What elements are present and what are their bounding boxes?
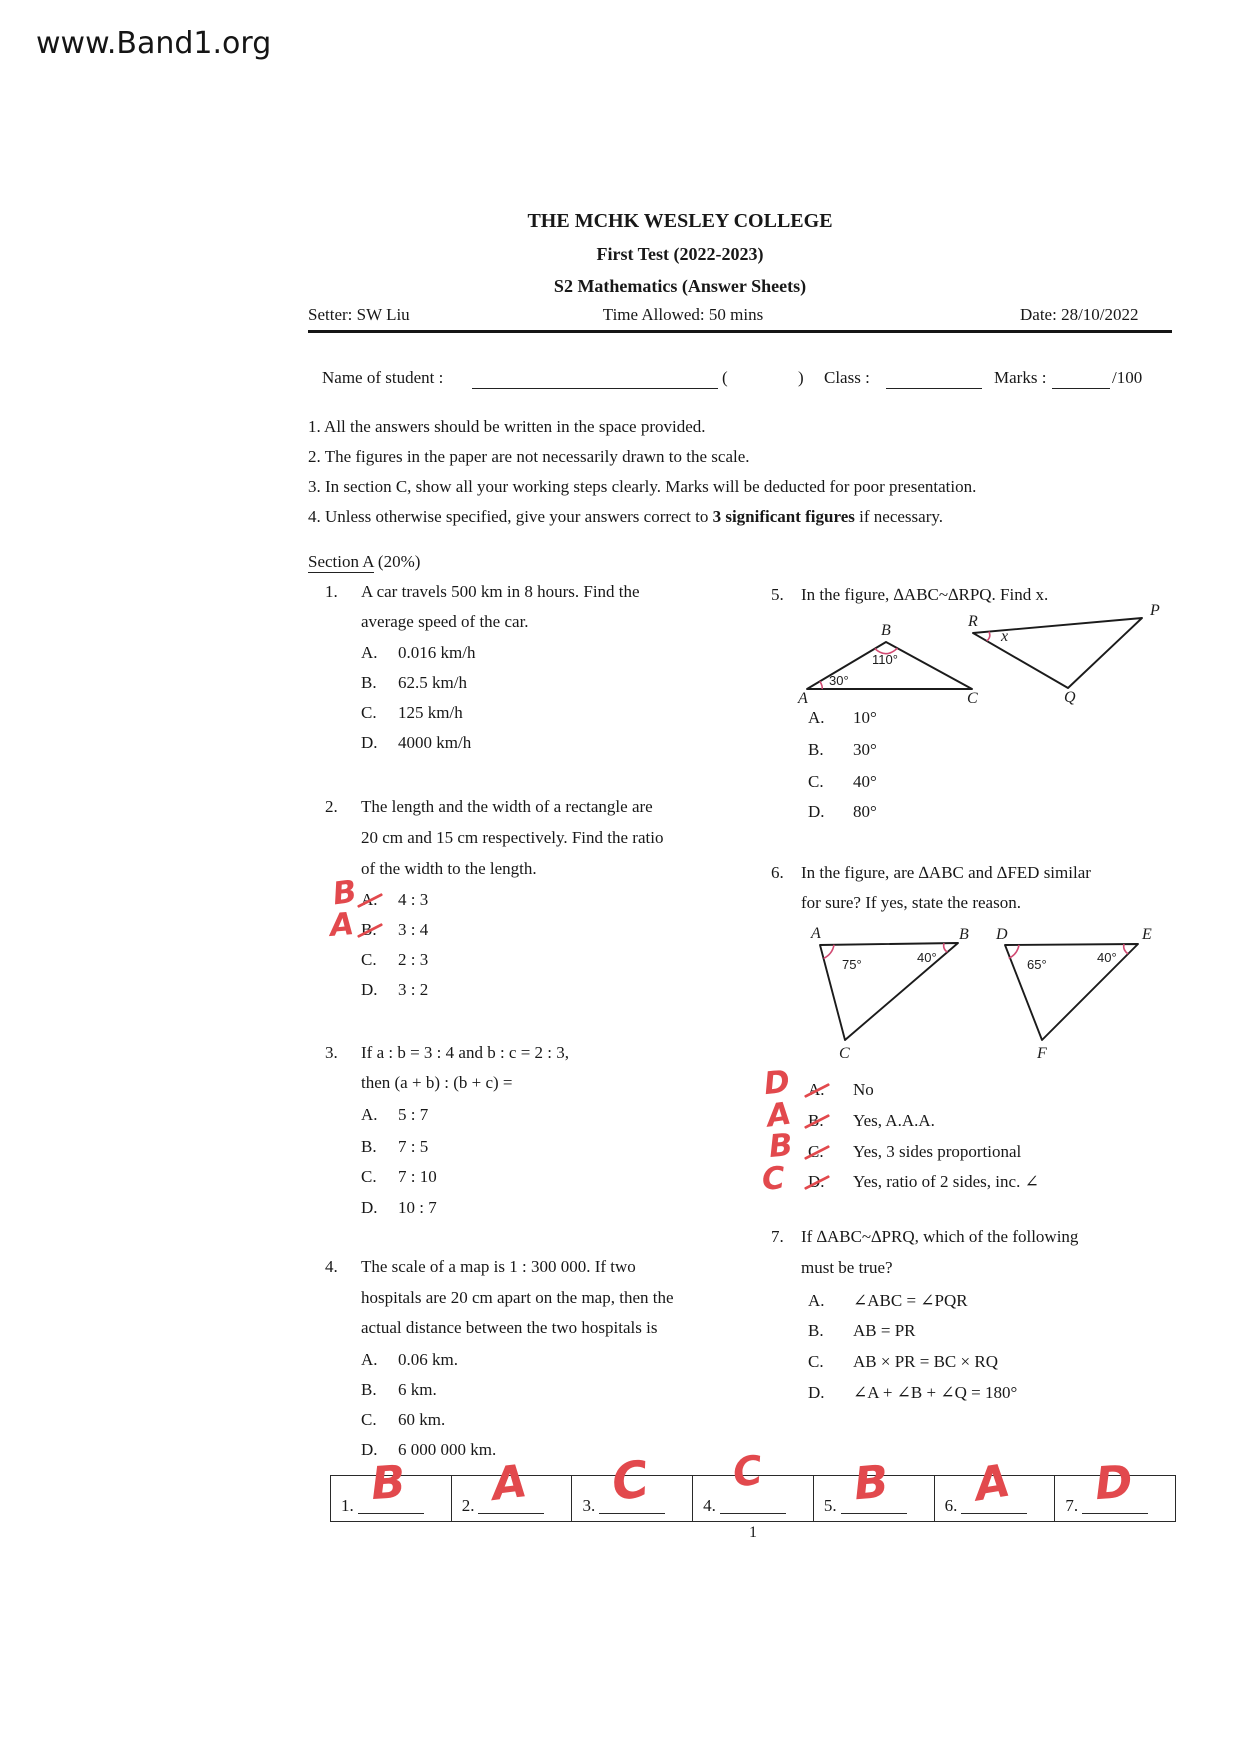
q2-line-2: 20 cm and 15 cm respectively. Find the ratio bbox=[361, 828, 664, 847]
student-no-paren-close: ) bbox=[798, 368, 804, 387]
q3-option-b-letter: B. bbox=[361, 1137, 377, 1156]
q5-number: 5. bbox=[771, 585, 784, 604]
vertex-label-b: B bbox=[959, 926, 969, 943]
q7-option-a-text: ∠ABC = ∠PQR bbox=[853, 1291, 968, 1310]
q2-line-3: of the width to the length. bbox=[361, 859, 537, 878]
q1-option-b-letter: B. bbox=[361, 673, 377, 692]
vertex-label-r: R bbox=[968, 613, 978, 630]
q2-option-c-letter: C. bbox=[361, 950, 377, 969]
q3-option-b-text: 7 : 5 bbox=[398, 1137, 429, 1156]
q4-option-b bbox=[361, 1379, 437, 1401]
instruction-4-pre: 4. Unless otherwise specified, give your answers correct to bbox=[308, 507, 713, 526]
q7-option-b-text: AB = PR bbox=[853, 1321, 916, 1340]
triangle-rpq-q5 bbox=[973, 618, 1142, 688]
q3-option-d-letter: D. bbox=[361, 1198, 378, 1217]
q1-line-2: average speed of the car. bbox=[361, 612, 529, 631]
q1-option-b bbox=[361, 672, 467, 694]
q3-option-d bbox=[361, 1197, 437, 1219]
instruction-2: 2. The figures in the paper are not necessarily drawn to the scale. bbox=[308, 447, 750, 466]
q6-option-d-text: Yes, ratio of 2 sides, inc. ∠ bbox=[853, 1172, 1039, 1191]
q5-option-a-letter: A. bbox=[808, 708, 825, 727]
test-title: First Test (2022-2023) bbox=[596, 244, 764, 264]
q5-option-d-text: 80° bbox=[853, 802, 877, 821]
q4-option-a-letter: A. bbox=[361, 1350, 378, 1369]
q1-option-a bbox=[361, 642, 475, 664]
q6-option-d bbox=[808, 1171, 1039, 1193]
q3-option-c-text: 7 : 10 bbox=[398, 1167, 437, 1186]
q1-option-a-text: 0.016 km/h bbox=[398, 643, 476, 662]
class-label: Class : bbox=[824, 368, 870, 387]
q4-option-c bbox=[361, 1409, 445, 1431]
q1-option-c bbox=[361, 702, 463, 724]
marks-denominator: /100 bbox=[1112, 368, 1143, 387]
answer-cell-4-handwritten: C bbox=[730, 1447, 766, 1497]
answer-cell-4-blank bbox=[720, 1498, 786, 1514]
angle-arc-e-40 bbox=[1124, 944, 1128, 954]
q1-option-d bbox=[361, 732, 471, 754]
site-watermark: www.Band1.org bbox=[36, 26, 272, 61]
angle-label-x: x bbox=[1001, 628, 1009, 645]
q6-correction-c: B bbox=[767, 1127, 795, 1165]
q7-option-a-letter: A. bbox=[808, 1291, 825, 1310]
instruction-1: 1. All the answers should be written in the space provided. bbox=[308, 417, 706, 436]
answer-cell-3 bbox=[572, 1449, 693, 1521]
q3-option-a-text: 5 : 7 bbox=[398, 1105, 429, 1124]
q6-option-a-text: No bbox=[853, 1080, 874, 1099]
q2-correction-a: B bbox=[330, 873, 359, 913]
q6-correction-d: C bbox=[760, 1160, 786, 1198]
name-blank-line bbox=[472, 388, 718, 389]
answer-cell-7 bbox=[1055, 1454, 1175, 1521]
q4-option-d-text: 6 000 000 km. bbox=[398, 1440, 497, 1459]
vertex-label-f: F bbox=[1037, 1045, 1047, 1062]
answer-cell-3-handwritten: C bbox=[608, 1449, 654, 1513]
school-title: THE MCHK WESLEY COLLEGE bbox=[527, 210, 833, 232]
q5-option-d bbox=[808, 801, 877, 823]
angle-label-30: 30° bbox=[829, 673, 849, 688]
angle-label-75: 75° bbox=[842, 957, 862, 972]
question5-figure bbox=[788, 602, 1184, 706]
q2-option-a-text: 4 : 3 bbox=[398, 890, 429, 909]
q7-option-b-letter: B. bbox=[808, 1321, 824, 1340]
q5-line-1: In the figure, ∆ABC~∆RPQ. Find x. bbox=[801, 585, 1049, 604]
q4-line-2: hospitals are 20 cm apart on the map, then the bbox=[361, 1288, 674, 1307]
instruction-3: 3. In section C, show all your working steps clearly. Marks will be deducted for poor presentation. bbox=[308, 477, 977, 496]
q4-option-a bbox=[361, 1349, 458, 1371]
name-of-student-label: Name of student : bbox=[322, 368, 444, 387]
q2-option-a bbox=[361, 889, 428, 911]
section-a-title: Section A bbox=[308, 552, 374, 571]
answer-cell-2-number: 2. bbox=[461, 1496, 475, 1515]
q3-option-b bbox=[361, 1136, 428, 1158]
answer-cell-2-handwritten: A bbox=[488, 1454, 530, 1511]
answer-cell-1-handwritten: B bbox=[369, 1454, 408, 1511]
q7-option-d-letter: D. bbox=[808, 1383, 825, 1402]
instruction-4-post: if necessary. bbox=[854, 507, 943, 526]
q5-option-b bbox=[808, 739, 877, 761]
q3-option-c-letter: C. bbox=[361, 1167, 377, 1186]
class-blank-line bbox=[886, 388, 982, 389]
answer-cell-6-handwritten: A bbox=[970, 1453, 1014, 1512]
q4-option-d-letter: D. bbox=[361, 1440, 378, 1459]
q2-number: 2. bbox=[325, 797, 338, 816]
q2-option-b-text: 3 : 4 bbox=[398, 920, 429, 939]
angle-arc-a-30 bbox=[820, 681, 822, 689]
q3-option-a-letter: A. bbox=[361, 1105, 378, 1124]
q7-option-d bbox=[808, 1382, 1017, 1404]
answer-cell-4-number: 4. bbox=[703, 1496, 716, 1515]
q6-option-c bbox=[808, 1141, 1021, 1163]
answer-cell-2 bbox=[452, 1454, 573, 1521]
q4-option-c-letter: C. bbox=[361, 1410, 377, 1429]
q1-line-1: A car travels 500 km in 8 hours. Find the bbox=[361, 582, 640, 601]
q2-line-1: The length and the width of a rectangle are bbox=[361, 797, 653, 816]
q6-option-b-text: Yes, A.A.A. bbox=[853, 1111, 935, 1130]
answer-cell-5 bbox=[814, 1454, 935, 1521]
date-label: Date: 28/10/2022 bbox=[1020, 305, 1139, 324]
q6-option-c-text: Yes, 3 sides proportional bbox=[853, 1142, 1022, 1161]
angle-label-40-e: 40° bbox=[1097, 950, 1117, 965]
q5-option-c-text: 40° bbox=[853, 772, 877, 791]
q2-option-d bbox=[361, 979, 428, 1001]
q7-option-a bbox=[808, 1290, 968, 1312]
q6-option-b-letter-crossed: B. bbox=[808, 1110, 853, 1132]
instruction-4 bbox=[308, 506, 943, 528]
q7-option-b bbox=[808, 1320, 916, 1342]
q4-line-1: The scale of a map is 1 : 300 000. If two bbox=[361, 1257, 636, 1276]
angle-arc-x bbox=[987, 632, 990, 641]
time-allowed-label: Time Allowed: 50 mins bbox=[602, 305, 764, 324]
q3-option-c bbox=[361, 1166, 437, 1188]
q6-option-b bbox=[808, 1110, 935, 1132]
vertex-label-e: E bbox=[1142, 926, 1152, 943]
q4-option-c-text: 60 km. bbox=[398, 1410, 446, 1429]
q1-number: 1. bbox=[325, 582, 338, 601]
q7-line-2: must be true? bbox=[801, 1258, 893, 1277]
vertex-label-c: C bbox=[839, 1045, 850, 1062]
answer-cell-1 bbox=[331, 1454, 452, 1521]
triangle-def-q6 bbox=[1005, 944, 1138, 1040]
vertex-label-q: Q bbox=[1064, 689, 1076, 706]
q6-line-2: for sure? If yes, state the reason. bbox=[801, 893, 1021, 912]
q5-option-c bbox=[808, 771, 877, 793]
q1-option-c-letter: C. bbox=[361, 703, 377, 722]
q2-option-b bbox=[361, 919, 428, 941]
section-a-heading bbox=[308, 551, 420, 573]
answer-cell-5-number: 5. bbox=[823, 1496, 837, 1515]
page-number: 1 bbox=[749, 1524, 757, 1541]
vertex-label-b: B bbox=[881, 622, 891, 639]
answer-cell-3-number: 3. bbox=[582, 1496, 596, 1515]
q6-number: 6. bbox=[771, 863, 784, 882]
q7-line-1: If ∆ABC~∆PRQ, which of the following bbox=[801, 1227, 1079, 1246]
vertex-label-c: C bbox=[967, 690, 978, 706]
q4-option-a-text: 0.06 km. bbox=[398, 1350, 458, 1369]
q5-option-a-text: 10° bbox=[853, 708, 877, 727]
angle-label-110: 110° bbox=[872, 652, 898, 667]
q2-option-a-letter-crossed: A. bbox=[361, 889, 398, 911]
q2-option-d-text: 3 : 2 bbox=[398, 980, 429, 999]
q1-option-d-text: 4000 km/h bbox=[398, 733, 472, 752]
answer-cell-6 bbox=[935, 1453, 1056, 1521]
section-a-weight: (20%) bbox=[373, 552, 421, 571]
q2-option-d-letter: D. bbox=[361, 980, 378, 999]
q1-option-c-text: 125 km/h bbox=[398, 703, 463, 722]
answer-cell-6-number: 6. bbox=[944, 1496, 958, 1515]
q2-option-b-letter-crossed: B. bbox=[361, 919, 398, 941]
q5-option-d-letter: D. bbox=[808, 802, 825, 821]
q5-option-b-letter: B. bbox=[808, 740, 824, 759]
q6-option-d-letter-crossed: D. bbox=[808, 1171, 853, 1193]
question6-figure bbox=[798, 922, 1182, 1064]
vertex-label-d: D bbox=[996, 926, 1008, 943]
q7-option-c-text: AB × PR = BC × RQ bbox=[853, 1352, 998, 1371]
q2-option-c-text: 2 : 3 bbox=[398, 950, 429, 969]
angle-arc-b-40 bbox=[944, 943, 948, 952]
q3-option-a bbox=[361, 1104, 428, 1126]
q2-correction-b: A bbox=[328, 906, 356, 944]
header-rule bbox=[308, 330, 1172, 333]
vertex-label-a: A bbox=[811, 925, 821, 942]
q2-option-c bbox=[361, 949, 428, 971]
setter-label: Setter: SW Liu bbox=[308, 305, 410, 324]
q1-option-a-letter: A. bbox=[361, 643, 378, 662]
subject-title: S2 Mathematics (Answer Sheets) bbox=[553, 276, 807, 296]
marks-blank-line bbox=[1052, 388, 1110, 389]
answer-cell-5-handwritten: B bbox=[851, 1454, 891, 1511]
q3-option-d-text: 10 : 7 bbox=[398, 1198, 437, 1217]
q1-option-d-letter: D. bbox=[361, 733, 378, 752]
q4-number: 4. bbox=[325, 1257, 338, 1276]
q4-option-b-text: 6 km. bbox=[398, 1380, 437, 1399]
triangle-abc-q6 bbox=[820, 943, 958, 1040]
instruction-4-bold: 3 significant figures bbox=[712, 507, 855, 526]
q3-line-1: If a : b = 3 : 4 and b : c = 2 : 3, bbox=[361, 1043, 570, 1062]
vertex-label-a: A bbox=[798, 690, 808, 706]
q4-line-3: actual distance between the two hospitals is bbox=[361, 1318, 658, 1337]
student-no-paren-open: ( bbox=[722, 368, 728, 387]
answer-cell-7-handwritten: D bbox=[1093, 1454, 1135, 1511]
q5-option-c-letter: C. bbox=[808, 772, 824, 791]
q7-option-c bbox=[808, 1351, 998, 1373]
q3-number: 3. bbox=[325, 1043, 338, 1062]
answer-cell-1-number: 1. bbox=[341, 1496, 354, 1515]
answer-cell-4 bbox=[693, 1447, 814, 1521]
q6-option-a bbox=[808, 1079, 874, 1101]
q6-option-c-letter-crossed: C. bbox=[808, 1141, 853, 1163]
q6-line-1: In the figure, are ∆ABC and ∆FED similar bbox=[801, 863, 1091, 882]
q5-option-b-text: 30° bbox=[853, 740, 877, 759]
q6-option-a-letter-crossed: A. bbox=[808, 1079, 853, 1101]
angle-label-65: 65° bbox=[1027, 957, 1047, 972]
q6-correction-b: A bbox=[764, 1095, 794, 1135]
angle-arc-a-75 bbox=[824, 945, 834, 959]
marks-label: Marks : bbox=[994, 368, 1047, 387]
q4-option-b-letter: B. bbox=[361, 1380, 377, 1399]
q7-number: 7. bbox=[771, 1227, 784, 1246]
vertex-label-p: P bbox=[1150, 602, 1160, 619]
q3-line-2: then (a + b) : (b + c) = bbox=[361, 1073, 513, 1092]
q5-option-a bbox=[808, 707, 877, 729]
q1-option-b-text: 62.5 km/h bbox=[398, 673, 467, 692]
answer-cell-7-number: 7. bbox=[1065, 1496, 1079, 1515]
q7-option-c-letter: C. bbox=[808, 1352, 824, 1371]
q7-option-d-text: ∠A + ∠B + ∠Q = 180° bbox=[853, 1383, 1018, 1402]
q6-correction-a: D bbox=[762, 1063, 792, 1103]
angle-label-40-b: 40° bbox=[917, 950, 937, 965]
